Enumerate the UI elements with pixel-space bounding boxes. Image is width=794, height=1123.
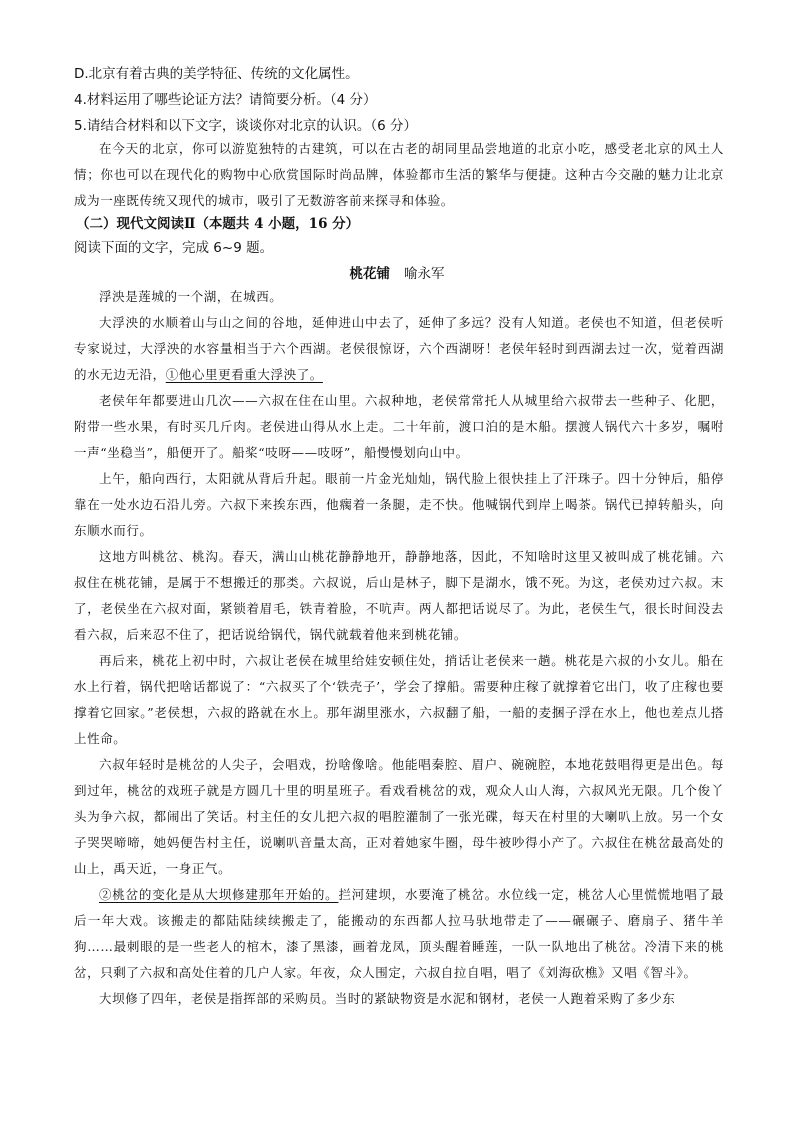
story-body: [74, 284, 724, 1012]
underlined-sentence-1: ①他心里更看重大浮泱了。: [165, 367, 323, 382]
story-title-line: [0, 264, 794, 284]
story-paragraph: 再后来，桃花上初中时，六叔让老侯在城里给娃安顿住处，捎话让老侯来一趟。桃花是六叔的小女儿。船在水上行着，锅代把啥话都说了：“六叔买了个‘铁壳子’，学会了撑船。需要种庄稼了就撑着它出门，收了庄稼也要撑着它回家。”老侯想，六叔的路就在水上。那年湖里涨水，六叔翻了船，一船的麦捆子浮在水上，他也差点儿搭上性命。: [74, 653, 724, 746]
paragraph-text: 拦河建坝，水要淹了桃岔。水位线一定，桃岔人心里慌慌地唱了最后一年大戏。该搬走的都陆陆续续搬走了，能搬动的东西都人拉马驮地带走了——碾碾子、磨扇子、猪牛羊狗……最刺眼的是一些老人的棺木，漆了黑漆，画着龙凤，顶头醒着睡莲，一队一队地出了桃岔。冷清下来的桃岔，只剩了六叔和高处住着的几户人家。年夜，众人围定，六叔自拉自唱，唱了《刘海砍樵》又唱《智斗》。: [74, 887, 724, 980]
question-4: 4.材料运用了哪些论证方法？请简要分析。（4 分）: [74, 92, 377, 108]
story-paragraph: 大坝修了四年，老侯是指挥部的采购员。当时的紧缺物资是水泥和钢材，老侯一人跑着采购了多少东: [99, 991, 676, 1006]
option-d: D.北京有着古典的美学特征、传统的文化属性。: [74, 66, 359, 82]
beijing-passage: [74, 136, 724, 214]
paragraph-text: 大浮泱的水顺着山与山之间的谷地，延伸进山中去了，延伸了多远？没有人知道。老侯也不知道，但老侯听专家说过，大浮泱的水容量相当于六个西湖。老侯很惊讶，六个西湖呀！老侯年轻时到西湖去过一次，觉着西湖的水无边无沿，: [74, 315, 724, 382]
story-paragraph: [74, 310, 724, 388]
story-paragraph: 老侯年年都要进山几次——六叔在住在山里。六叔种地，老侯常常托人从城里给六叔带去一些种子、化肥，附带一些水果，有时买几斤肉。老侯进山得从水上走。二十年前，渡口泊的是木船。摆渡人锅代六十多岁，嘱咐一声“坐稳当”，船便开了。船桨“吱呀——吱呀”，船慢慢划向山中。: [74, 393, 724, 460]
story-author: 喻永军: [404, 266, 445, 282]
story-paragraph: 六叔年轻时是桃岔的人尖子，会唱戏，扮啥像啥。他能唱秦腔、眉户、碗碗腔，本地花鼓唱得更是出色。每到过年，桃岔的戏班子就是方圆几十里的明星班子。看戏看桃岔的戏，观众人山人海，六叔风光无限。几个俊丫头为争六叔，都闹出了笑话。村主任的女儿把六叔的唱腔灌制了一张光碟，每天在村里的大喇叭上放。另一个女子哭哭啼啼，她妈便告村主任，说喇叭音量太高，正对着她家牛圈，母牛被吵得小产了。六叔住在桃岔最高处的山上，禹天近，一身正气。: [74, 757, 724, 876]
section-heading: （二）现代文阅读Ⅱ（本题共 4 小题，16 分）: [76, 216, 360, 232]
story-paragraph: 浮泱是莲城的一个湖，在城西。: [99, 289, 283, 304]
beijing-passage-text: 在今天的北京，你可以游览独特的古建筑，可以在古老的胡同里品尝地道的北京小吃，感受老北京的风土人情；你也可以在现代化的购物中心欣赏国际时尚品牌，体验都市生活的繁华与便捷。这种古今交融的魅力让北京成为一座既传统又现代的城市，吸引了无数游客前来探寻和体验。: [74, 141, 724, 208]
underlined-sentence-2: ②桃岔的变化是从大坝修建那年开始的。: [99, 887, 339, 902]
question-5: 5.请结合材料和以下文字，谈谈你对北京的认识。（6 分）: [74, 118, 418, 134]
story-title: 桃花铺: [349, 266, 390, 282]
story-paragraph: 这地方叫桃岔、桃沟。春天，满山山桃花静静地开，静静地落，因此，不知啥时这里又被叫成了桃花铺。六叔住在桃花铺，是属于不想搬迁的那类。六叔说，后山是林子，脚下是湖水，饿不死。为这，老侯劝过六叔。末了，老侯坐在六叔对面，紧锁着眉毛，铁青着脸，不吭声。两人都把话说尽了。为此，老侯生气，很长时间没去看六叔，后来忍不住了，把话说给锅代，锅代就载着他来到桃花铺。: [74, 549, 724, 642]
story-paragraph: 上午，船向西行，太阳就从背后升起。眼前一片金光灿灿，锅代脸上很快挂上了汗珠子。四十分钟后，船停靠在一处水边石沿儿旁。六叔下来挨东西，他瘸着一条腿，走不快。他喊锅代到岸上喝茶。锅代已掉转船头，向东顺水而行。: [74, 471, 724, 538]
story-paragraph: [74, 882, 724, 986]
reading-instruction: 阅读下面的文字，完成 6~9 题。: [74, 240, 274, 256]
